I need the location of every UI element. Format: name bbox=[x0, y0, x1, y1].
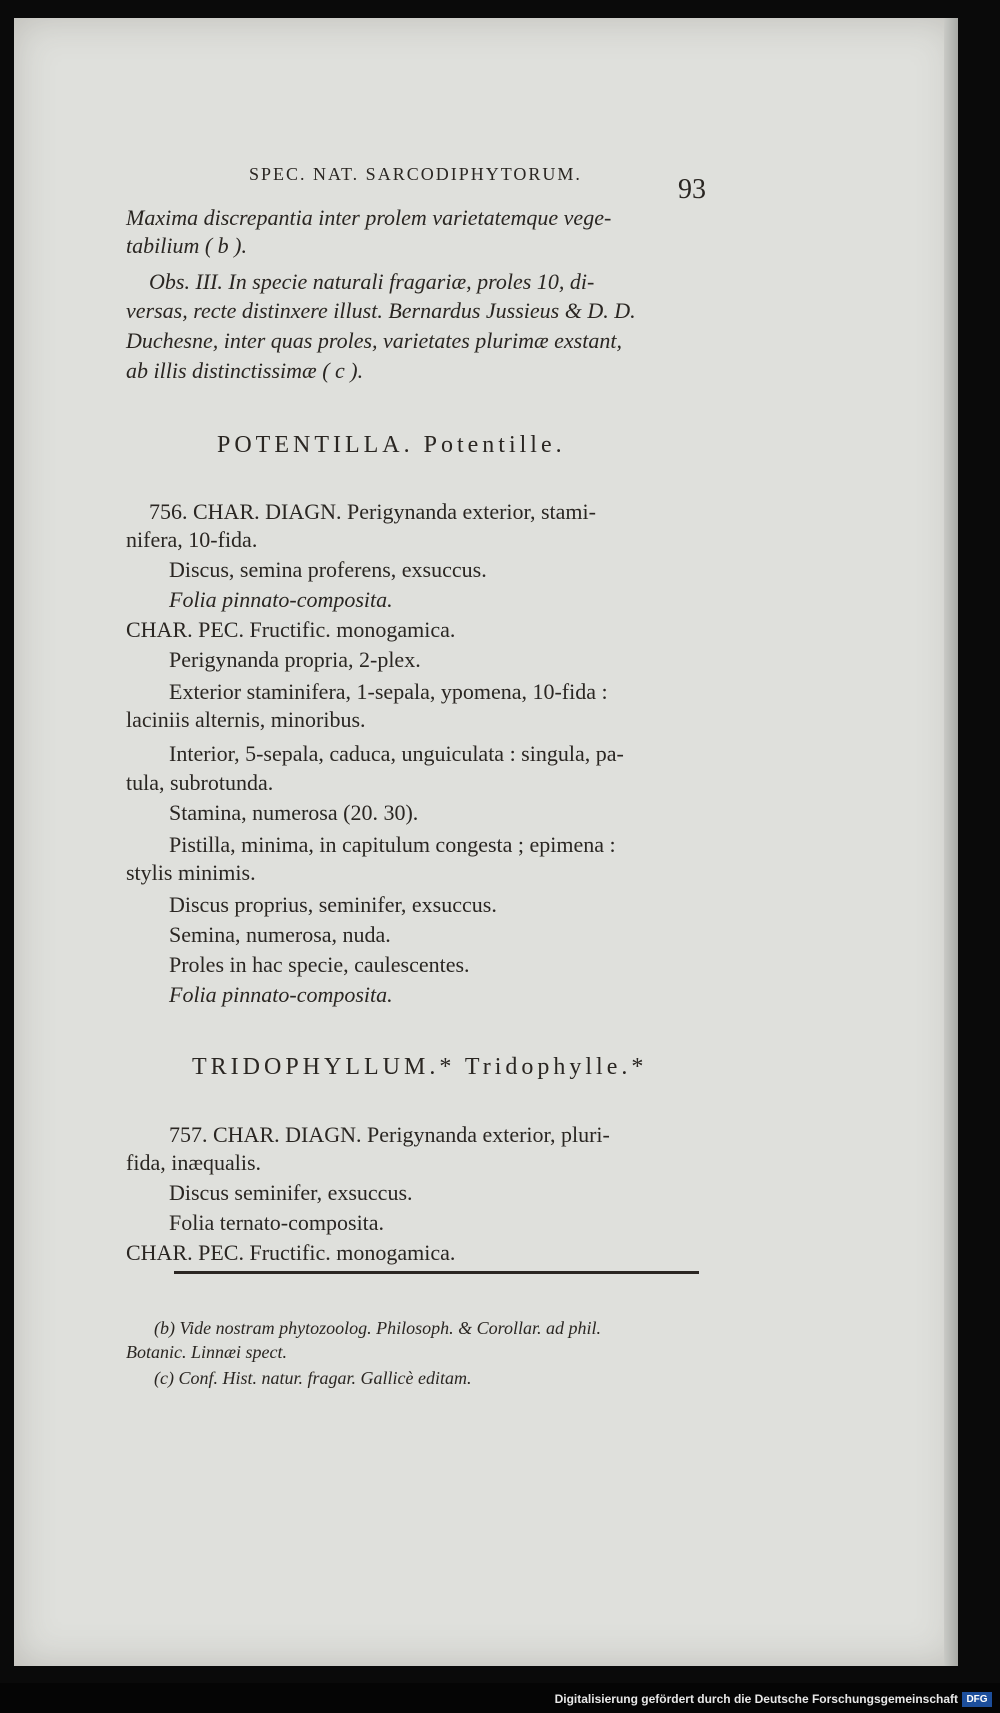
page-number: 93 bbox=[678, 174, 706, 205]
genus-heading-potentilla: POTENTILLA. Potentille. bbox=[217, 432, 566, 458]
text-line: Folia ternato-composita. bbox=[169, 1210, 385, 1235]
footnote-c: (c) Conf. Hist. natur. fragar. Gallicè editam. bbox=[154, 1368, 472, 1388]
text-line: tula, subrotunda. bbox=[126, 770, 274, 795]
page-content bbox=[14, 18, 958, 1666]
text-line: Semina, numerosa, nuda. bbox=[169, 922, 391, 947]
text-line: Perigynanda propria, 2-plex. bbox=[169, 647, 421, 672]
footnote-b-continued: Botanic. Linnæi spect. bbox=[126, 1342, 287, 1362]
book-page bbox=[14, 18, 958, 1666]
text-line: stylis minimis. bbox=[126, 860, 256, 885]
text-line: CHAR. PEC. Fructific. monogamica. bbox=[126, 1240, 456, 1265]
text-line: Pistilla, minima, in capitulum congesta ; epimena : bbox=[169, 832, 616, 857]
genus-heading-tridophyllum: TRIDOPHYLLUM.* Tridophylle.* bbox=[192, 1054, 648, 1080]
text-line: versas, recte distinxere illust. Bernardus Jussieus & D. D. bbox=[126, 298, 636, 323]
text-line: Discus, semina proferens, exsuccus. bbox=[169, 557, 487, 582]
text-line: Interior, 5-sepala, caduca, unguiculata : singula, pa- bbox=[169, 741, 624, 766]
footer-credit: Digitalisierung gefördert durch die Deutsche Forschungsgemeinschaft bbox=[554, 1692, 958, 1706]
text-line: Duchesne, inter quas proles, varietates plurimæ exstant, bbox=[126, 328, 622, 353]
dfg-logo-icon: DFG bbox=[962, 1692, 992, 1707]
text-line: Maxima discrepantia inter prolem varietatemque vege- bbox=[126, 205, 612, 230]
text-line: Proles in hac specie, caulescentes. bbox=[169, 952, 470, 977]
footnote-rule bbox=[174, 1271, 699, 1274]
text-line: 757. CHAR. DIAGN. Perigynanda exterior, pluri- bbox=[169, 1122, 610, 1147]
text-line: Stamina, numerosa (20. 30). bbox=[169, 800, 419, 825]
text-line: Folia pinnato-composita. bbox=[169, 587, 393, 612]
footnote-b: (b) Vide nostram phytozoolog. Philosoph. & Corollar. ad phil. bbox=[154, 1318, 602, 1338]
text-line: fida, inæqualis. bbox=[126, 1150, 262, 1175]
text-line: Discus seminifer, exsuccus. bbox=[169, 1180, 413, 1205]
text-line: nifera, 10-fida. bbox=[126, 527, 258, 552]
text-line: Exterior staminifera, 1-sepala, ypomena, 10-fida : bbox=[169, 679, 608, 704]
text-line: Folia pinnato-composita. bbox=[169, 982, 393, 1007]
text-line: Discus proprius, seminifer, exsuccus. bbox=[169, 892, 497, 917]
text-line: laciniis alternis, minoribus. bbox=[126, 707, 366, 732]
running-head: SPEC. NAT. SARCODIPHYTORUM. bbox=[249, 164, 582, 184]
text-line: CHAR. PEC. Fructific. monogamica. bbox=[126, 617, 456, 642]
text-line: ab illis distinctissimæ ( c ). bbox=[126, 358, 364, 383]
text-line: Obs. III. In specie naturali fragariæ, proles 10, di- bbox=[149, 269, 595, 294]
footer-bar bbox=[0, 1683, 1000, 1713]
text-line: tabilium ( b ). bbox=[126, 233, 247, 258]
text-line: 756. CHAR. DIAGN. Perigynanda exterior, stami- bbox=[149, 499, 596, 524]
